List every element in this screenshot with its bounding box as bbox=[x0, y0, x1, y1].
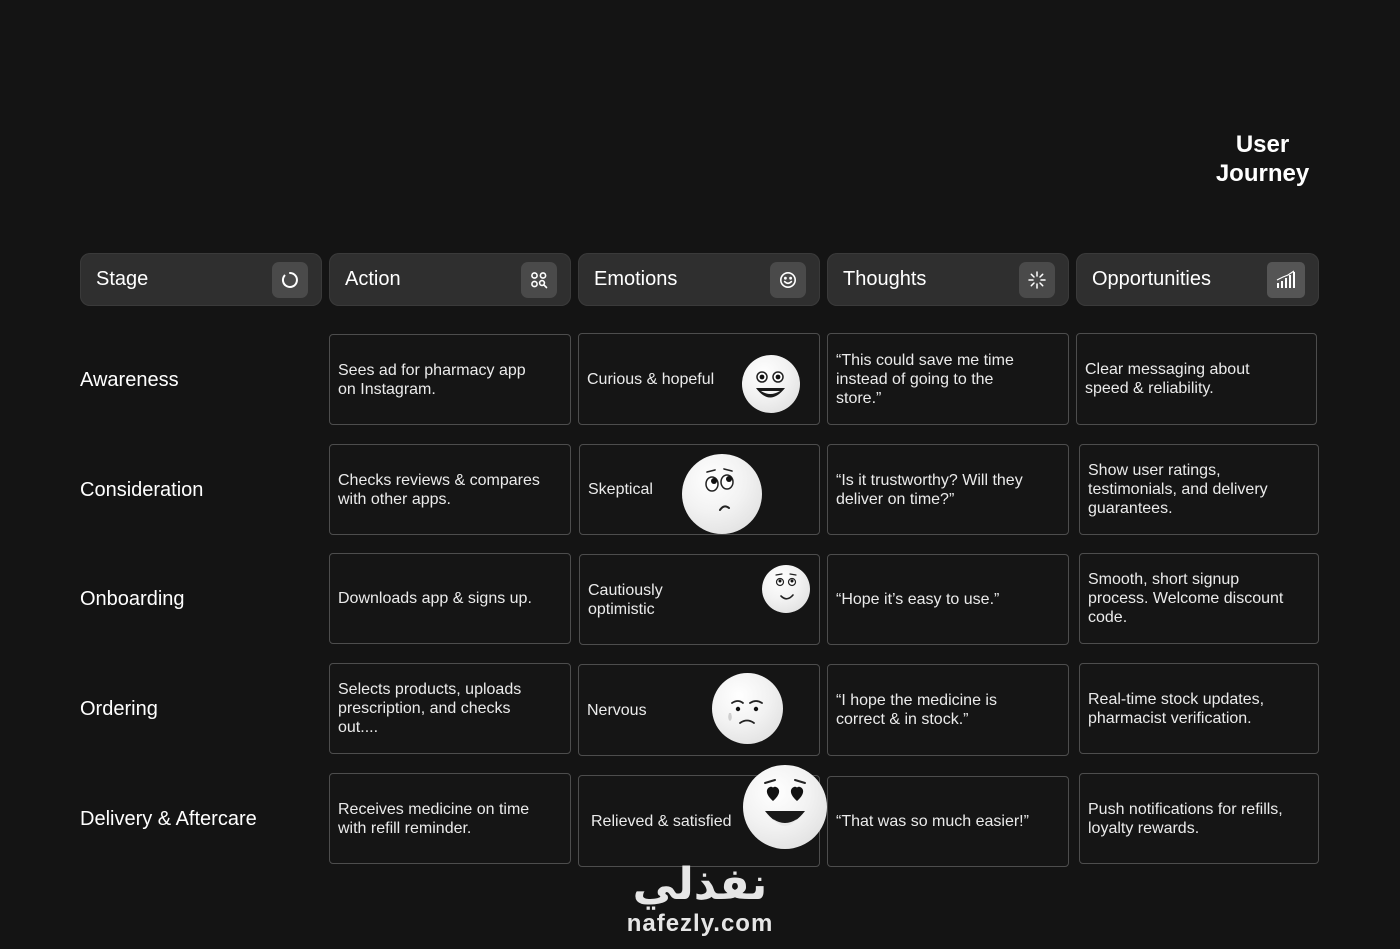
action-cell bbox=[329, 663, 571, 754]
opportunity-cell bbox=[1079, 553, 1319, 644]
action-cell bbox=[329, 444, 571, 535]
thought-cell bbox=[827, 776, 1069, 867]
watermark-logo bbox=[600, 860, 800, 938]
stage-label: Ordering bbox=[80, 698, 158, 720]
column-header-stage bbox=[80, 253, 322, 306]
heart-eyes-face-icon bbox=[743, 765, 827, 849]
column-header-thoughts bbox=[827, 253, 1069, 306]
thought-cell bbox=[827, 554, 1069, 645]
opportunity-text: Clear messaging about speed & reliability. bbox=[1085, 361, 1250, 397]
opportunity-text: Smooth, short signup process. Welcome discount code. bbox=[1088, 571, 1284, 626]
column-header-opportunities bbox=[1076, 253, 1319, 306]
action-cell bbox=[329, 553, 571, 644]
thought-cell bbox=[827, 333, 1069, 425]
action-text: Sees ad for pharmacy app on Instagram. bbox=[338, 361, 526, 398]
column-header-label: Opportunities bbox=[1092, 268, 1211, 290]
opportunity-text: Push notifications for refills, loyalty rewards. bbox=[1088, 800, 1283, 837]
thought-text: “This could save me time instead of going to the store.” bbox=[836, 351, 1014, 407]
excited-face-icon bbox=[742, 355, 800, 413]
opportunity-cell bbox=[1076, 333, 1317, 425]
sparkle-icon bbox=[1019, 262, 1055, 298]
smile-icon bbox=[770, 262, 806, 298]
action-text: Checks reviews & compares with other apps. bbox=[338, 471, 540, 508]
opportunity-cell bbox=[1079, 773, 1319, 864]
page-title: User Journey bbox=[1215, 131, 1310, 187]
emotion-cell bbox=[578, 664, 820, 756]
opportunity-cell bbox=[1079, 444, 1319, 535]
emotion-text: Curious & hopeful bbox=[587, 370, 715, 388]
thought-text: “Hope it’s easy to use.” bbox=[836, 591, 1000, 608]
watermark-url: nafezly.com bbox=[626, 910, 774, 937]
search-grid-icon bbox=[521, 262, 557, 298]
opportunity-text: Real-time stock updates, pharmacist verification. bbox=[1088, 690, 1265, 727]
opportunity-cell bbox=[1079, 663, 1319, 754]
action-text: Selects products, uploads prescription, and checks out.... bbox=[338, 681, 522, 736]
thought-text: “Is it trustworthy? Will they deliver on time?” bbox=[836, 471, 1023, 508]
thought-cell bbox=[827, 664, 1069, 756]
action-text: Downloads app & signs up. bbox=[338, 590, 532, 607]
skeptical-face-icon bbox=[682, 454, 762, 534]
stage-label: Onboarding bbox=[80, 588, 185, 610]
column-header-label: Emotions bbox=[594, 268, 678, 290]
emotion-text: Cautiously optimistic bbox=[588, 581, 663, 618]
bar-chart-icon bbox=[1267, 262, 1305, 298]
column-header-action bbox=[329, 253, 571, 306]
column-header-label: Thoughts bbox=[843, 268, 927, 290]
emotion-text: Nervous bbox=[587, 701, 647, 719]
loader-icon bbox=[272, 262, 308, 298]
thought-text: “I hope the medicine is correct & in stock.” bbox=[836, 692, 997, 728]
stage-label: Consideration bbox=[80, 479, 204, 501]
column-header-label: Stage bbox=[96, 268, 149, 290]
hopeful-face-icon bbox=[762, 565, 810, 613]
thought-text: “That was so much easier!” bbox=[836, 813, 1029, 830]
emotion-text: Relieved & satisfied bbox=[591, 812, 732, 830]
column-header-label: Action bbox=[345, 268, 401, 290]
column-header-emotions bbox=[578, 253, 820, 306]
action-cell bbox=[329, 334, 571, 425]
stage-label: Awareness bbox=[80, 369, 179, 391]
nervous-face-icon bbox=[712, 673, 783, 744]
thought-cell bbox=[827, 444, 1069, 535]
action-text: Receives medicine on time with refill reminder. bbox=[338, 800, 530, 837]
action-cell bbox=[329, 773, 571, 864]
watermark-arabic: نفذلي bbox=[632, 859, 768, 910]
stage-label: Delivery & Aftercare bbox=[80, 808, 257, 830]
emotion-text: Skeptical bbox=[588, 481, 653, 498]
opportunity-text: Show user ratings, testimonials, and delivery guarantees. bbox=[1088, 462, 1268, 517]
